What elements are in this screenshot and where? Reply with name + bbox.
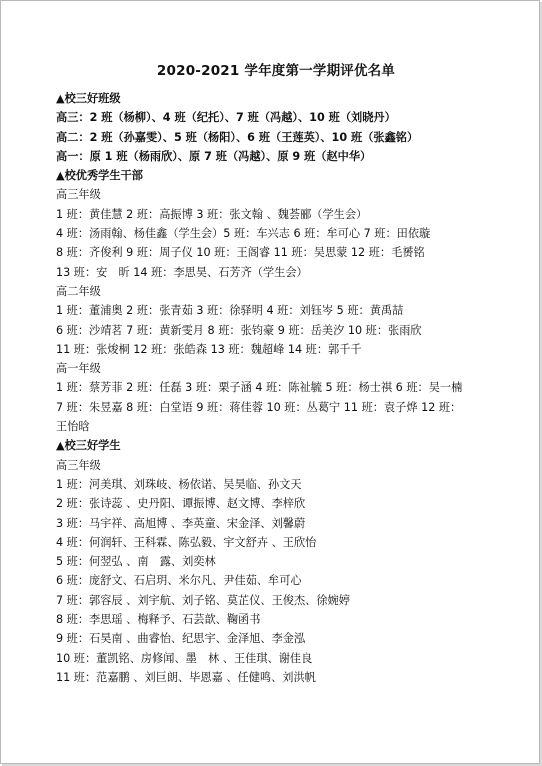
text-line: 8 班：李思瑶 、梅释予、石芸歆、鞠函书 bbox=[56, 613, 261, 627]
section-heading-line: ▲校三好学生 bbox=[56, 439, 121, 453]
text-line: 王怡晗 bbox=[56, 420, 90, 434]
text-line: 4 班：汤雨翰、杨佳鑫（学生会）5 班：车兴志 6 班：牟可心 7 班：田依璇 bbox=[56, 227, 431, 241]
document-content bbox=[56, 61, 496, 687]
text-line: 高二年级 bbox=[56, 284, 101, 298]
text-line: 3 班：马宇祥、高旭博 、李英童、宋金泽、刘馨蔚 bbox=[56, 516, 306, 530]
section-heading-line: ▲校优秀学生干部 bbox=[56, 169, 143, 183]
text-line: 1 班：蔡芳菲 2 班：任磊 3 班：栗子涵 4 班：陈祉毓 5 班：杨士祺 6 班：吴一楠 bbox=[56, 381, 463, 395]
text-line: 9 班：石昊南 、曲睿怡、纪思宇、金泽旭、李金泓 bbox=[56, 632, 306, 646]
text-line: 1 班：河美琪、刘珠岐、杨依诺、吴昊临、孙文天 bbox=[56, 477, 302, 491]
text-line: 4 班：何润轩、王科霖、陈弘毅、宇文舒卉 、王欣怡 bbox=[56, 535, 317, 549]
text-line: 11 班：张焌桐 12 班：张皓森 13 班：魏超峰 14 班：郭千千 bbox=[56, 342, 362, 356]
text-line: 高三年级 bbox=[56, 458, 101, 472]
text-line: 高三年级 bbox=[56, 188, 101, 202]
text-line: 8 班：齐俊利 9 班：周子仪 10 班：王阁睿 11 班：吴思蒙 12 班：毛赟铭 bbox=[56, 246, 425, 260]
text-line: 6 班：沙靖茗 7 班：黄新雯月 8 班：张钧豪 9 班：岳美汐 10 班：张雨欣 bbox=[56, 323, 422, 337]
section-heading-line: 高三：2 班（杨柳）、4 班（纪托）、7 班（冯越）、10 班（刘晓丹） bbox=[56, 111, 396, 125]
document-title: 2020-2021 学年度第一学期评优名单 bbox=[156, 63, 396, 79]
text-line: 1 班：黄佳慧 2 班：高振博 3 班：张文翰 、魏荟郦（学生会） bbox=[56, 207, 368, 221]
text-line: 6 班：庞舒文、石启玥、米尔凡、尹佳茹、牟可心 bbox=[56, 574, 302, 588]
section-heading-line: 高一：原 1 班（杨雨欣）、原 7 班（冯越）、原 9 班（赵中华） bbox=[56, 149, 372, 163]
text-line: 10 班：董凯铭、房修闻、墨 林 、王佳琪、谢佳良 bbox=[56, 651, 313, 665]
text-line: 高一年级 bbox=[56, 362, 101, 376]
text-line: 2 班：张诗蕊 、史丹阳、谭振博、赵文博、李梓欣 bbox=[56, 497, 306, 511]
text-line: 11 班：范嘉鹏 、刘巨朗、毕恩嘉 、任健鸣、刘洪帆 bbox=[56, 670, 316, 684]
document-body bbox=[56, 89, 496, 687]
text-line: 7 班：郭容辰 、刘宇航、刘子铭、莫芷仪、王俊杰、徐婉婷 bbox=[56, 593, 350, 607]
section-heading-line: ▲校三好班级 bbox=[56, 92, 121, 105]
section-heading-line: 高二：2 班（孙嘉雯）、5 班（杨阳）、6 班（王莲英）、10 班（张鑫铭） bbox=[56, 130, 419, 144]
text-line: 7 班：朱昱嘉 8 班：白堂语 9 班：蒋佳蓉 10 班：丛葛宁 11 班：袁子烨 12 班： bbox=[56, 400, 462, 414]
text-line: 1 班：董浦奥 2 班：张青茹 3 班：徐驿明 4 班：刘钰岑 5 班：黄禹喆 bbox=[56, 304, 404, 318]
text-line: 5 班：何翌弘 、南 露、刘奕林 bbox=[56, 555, 216, 569]
text-line: 13 班：安 昕 14 班：李思昊、石芳齐（学生会） bbox=[56, 265, 308, 279]
